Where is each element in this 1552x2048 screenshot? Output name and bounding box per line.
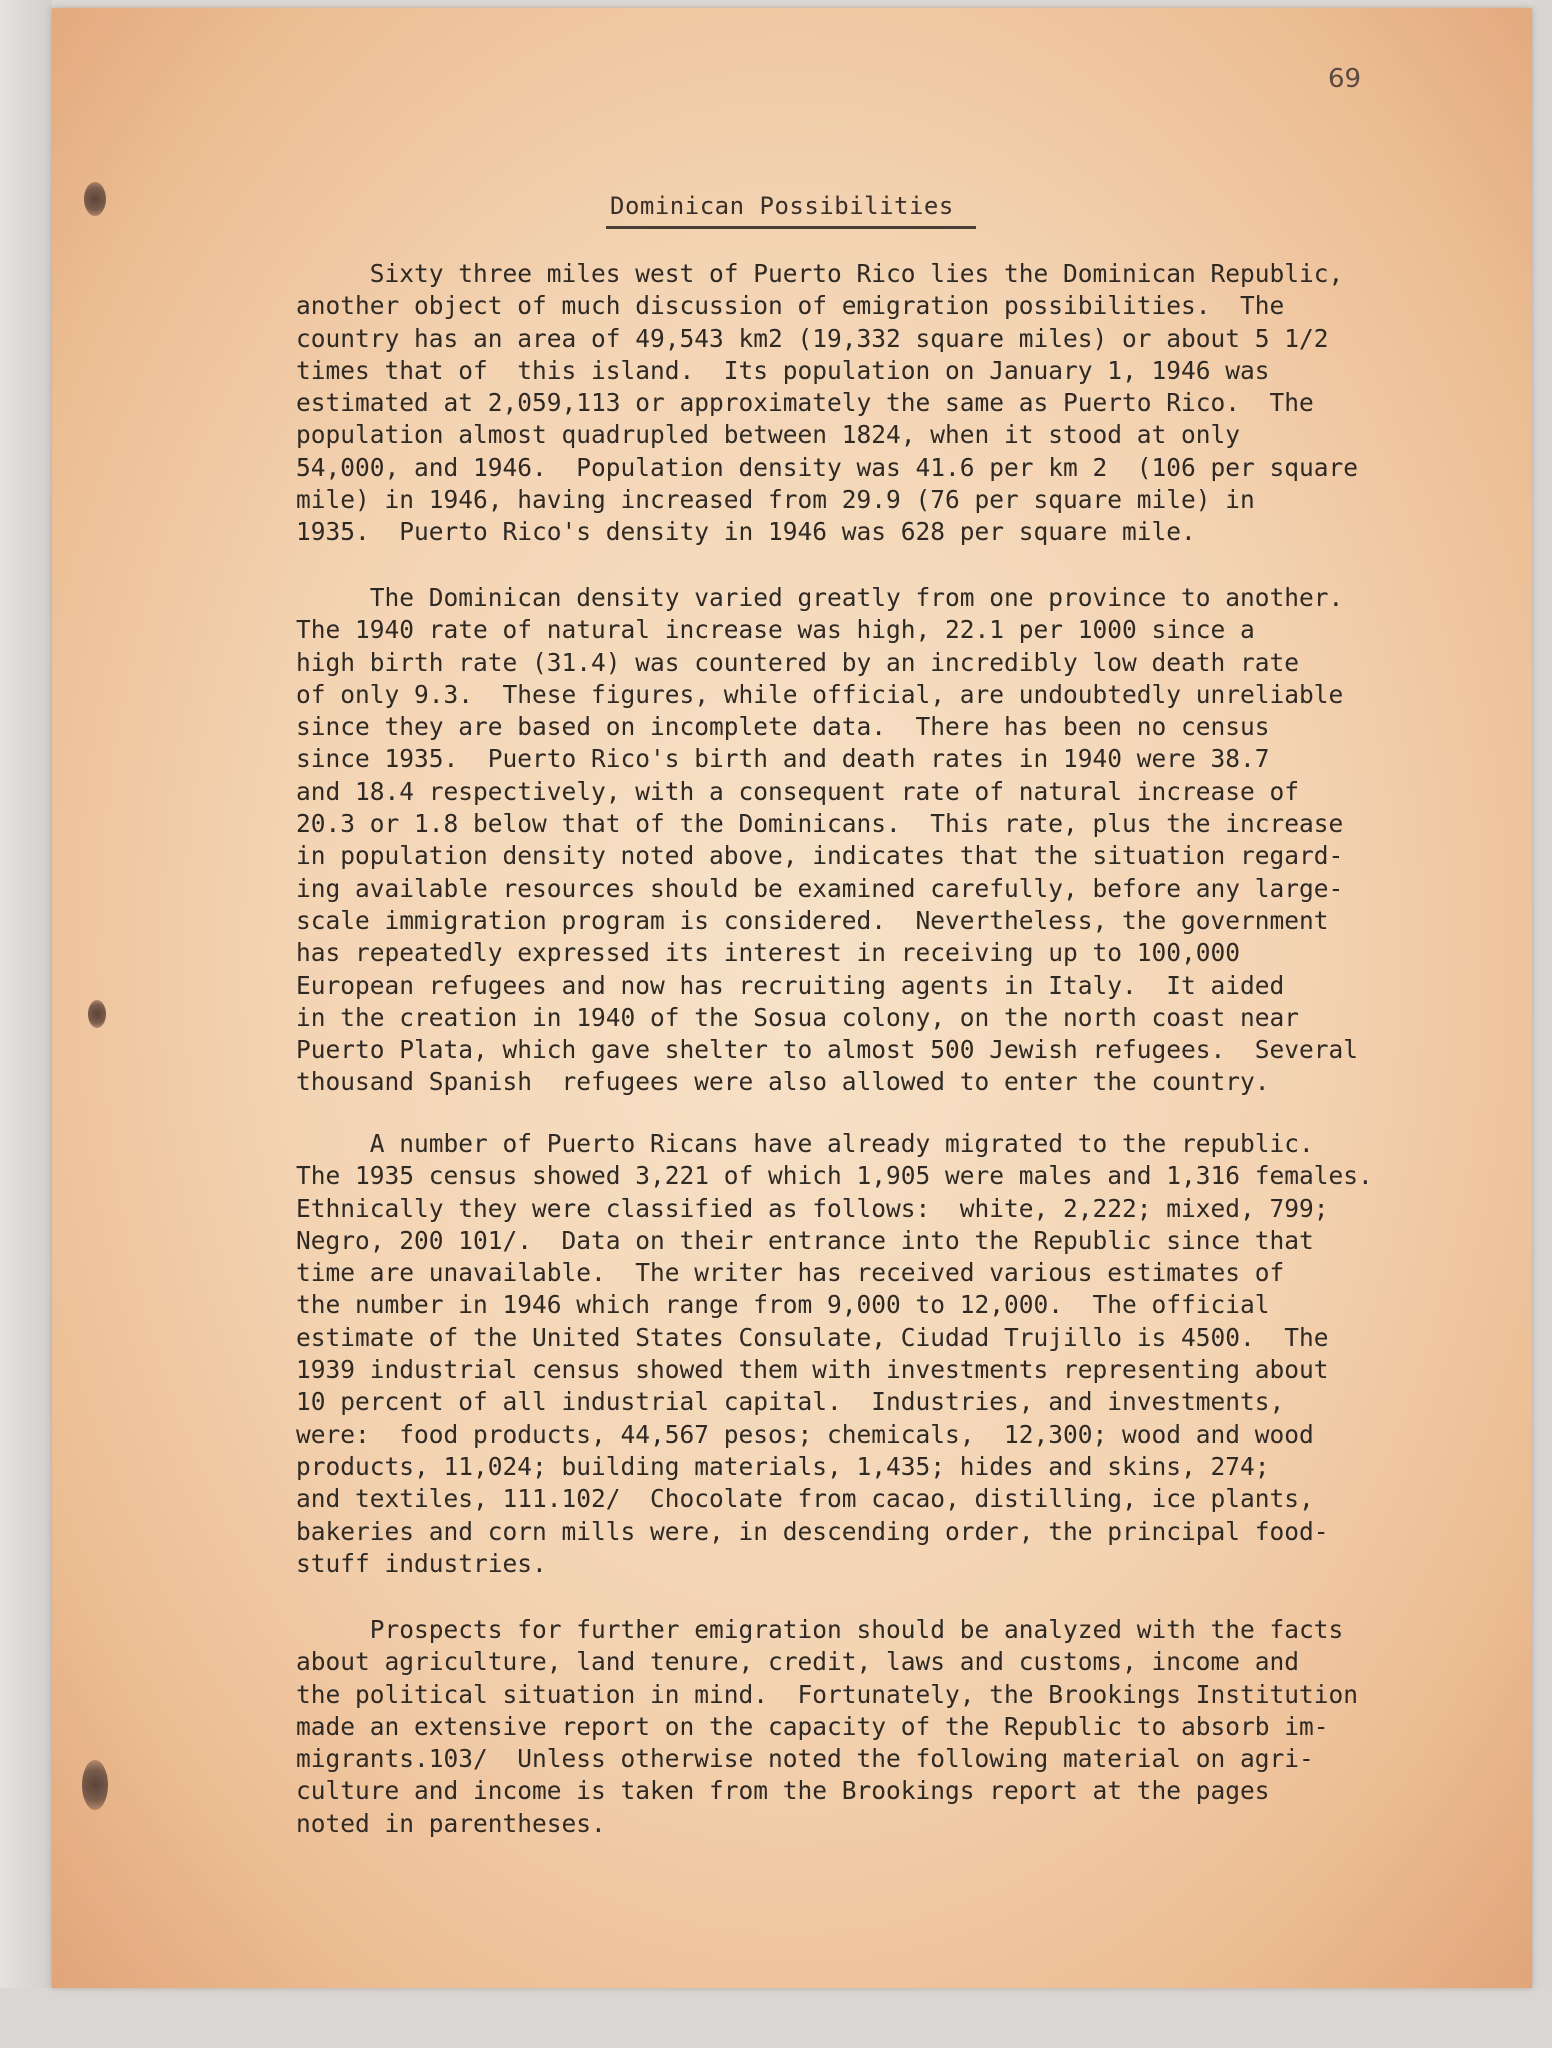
paragraph-3: A number of Puerto Ricans have already migrated to the republic. The 1935 census showed 3,221 of which 1,905 were males and 1,316 females. Ethnically they were classified as follows: white, 2,222; mixed, 799; Negro, 200 101/. Data on their entrance into the Republic since that time are unavailable. The writer has received various estimates of the number in 1946 which range from 9,000 to 12,000. The official estimate of the United States Consulate, Ciudad Trujillo is 4500. The 1939 industrial census showed them with investments representing about 10 percent of all industrial capital. Industries, and investments, were: food products, 44,567 pesos; chemicals, 12,300; wood and wood products, 11,024; building materials, 1,435; hides and skins, 274; and textiles, 111.102/ Chocolate from cacao, distilling, ice plants, bakeries and corn mills were, in descending order, the principal food- stuff industries. — [296, 1129, 1373, 1578]
scan-background-left — [0, 0, 52, 2048]
paragraph-1: Sixty three miles west of Puerto Rico lies the Dominican Republic, another object of much discussion of emigration possibilities. The country has an area of 49,543 km2 (19,332 square miles) or about 5 1/2 times that of this island. Its population on January 1, 1946 was estimated at 2,059,113 or approximately the same as Puerto Rico. The population almost quadrupled between 1824, when it stood at only 54,000, and 1946. Population density was 41.6 per km 2 (106 per square mile) in 1946, having increased from 29.9 (76 per square mile) in 1935. Puerto Rico's density in 1946 was 628 per square mile. — [296, 259, 1359, 547]
binder-hole-bottom — [82, 1760, 108, 1810]
page-number: 69 — [1328, 64, 1362, 94]
binder-hole-middle — [88, 1000, 106, 1028]
scan-background-right — [1532, 0, 1552, 2048]
binder-hole-top — [84, 182, 106, 216]
paragraph-4: Prospects for further emigration should be analyzed with the facts about agriculture, land tenure, credit, laws and customs, income and the political situation in mind. Fortunately, the Brookings Institution made an extensive report on the capacity of the Republic to absorb im- migrants.103/ Unless otherwise noted the following material on agri- culture and income is taken from the Brookings report at the pages noted in parentheses. — [296, 1615, 1359, 1838]
scan-background-bottom — [0, 1988, 1552, 2048]
page-heading: Dominican Possibilities — [610, 192, 954, 220]
paragraph-2: The Dominican density varied greatly from one province to another. The 1940 rate of natural increase was high, 22.1 per 1000 since a high birth rate (31.4) was countered by an incredibly low death rate of only 9.3. These figures, while official, are undoubtedly unreliable since they are based on incomplete data. There has been no census since 1935. Puerto Rico's birth and death rates in 1940 were 38.7 and 18.4 respectively, with a consequent rate of natural increase of 20.3 or 1.8 below that of the Dominicans. This rate, plus the increase in population density noted above, indicates that the situation regard- ing available resources should be examined carefully, before any large- scale immigration program is considered. Nevertheless, the government has repeatedly expressed its interest in receiving up to 100,000 European refugees and now has recruiting agents in Italy. It aided in the creation in 1940 of the Sosua colony, on the north coast near Puerto Plata, which gave shelter to almost 500 Jewish refugees. Several thousand Spanish refugees were also allowed to enter the country. — [296, 583, 1359, 1097]
heading-underline — [606, 226, 976, 229]
